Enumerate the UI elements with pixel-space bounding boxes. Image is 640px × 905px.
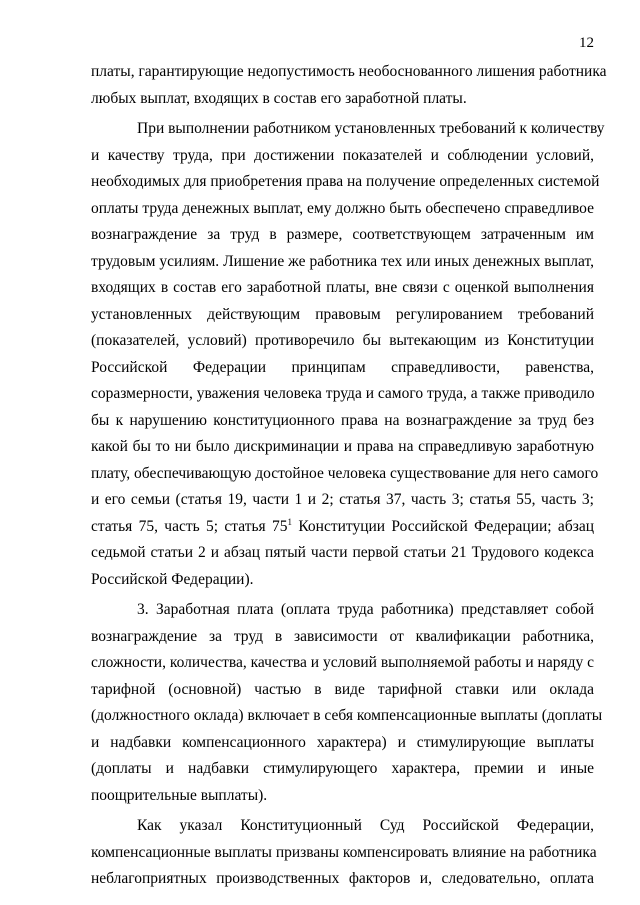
text-line: вознаграждение за труд в размере, соответствующем затраченным им (91, 226, 594, 243)
text-line: (показателей, условий) противоречило бы вытекающим из Конституции (91, 332, 594, 349)
text-line: платы, гарантирующие недопустимость необоснованного лишения работника (91, 63, 607, 80)
text-line: и надбавки компенсационного характера) и стимулирующие выплаты (91, 733, 594, 751)
paragraph (91, 597, 603, 809)
text-line: компенсационные выплаты призваны компенсировать влияние на работника (91, 843, 597, 861)
text-line: При выполнении работником установленных требований к количеству (137, 120, 605, 137)
paragraph-continuation (91, 59, 607, 112)
text-line: бы к нарушению конституционного права на вознаграждение за труд без (91, 411, 594, 429)
text-line: любых выплат, входящих в состав его заработной платы. (91, 89, 467, 107)
text-line: вознаграждение за труд в зависимости от квалификации работника, (91, 627, 594, 645)
text-line: (должностного оклада) включает в себя компенсационные выплаты (доплаты (91, 707, 603, 724)
text-line: соразмерности, уважения человека труда и самого труда, а также приводило (91, 385, 595, 402)
paragraph (91, 813, 597, 893)
text-line: входящих в состав его заработной платы, вне связи с оценкой выполнения (91, 279, 594, 296)
text-line: седьмой статьи 2 и абзац пятый части первой статьи 21 Трудового кодекса (91, 544, 594, 561)
text-line: трудовым усилиям. Лишение же работника тех или иных денежных выплат, (91, 252, 594, 270)
text-line: неблагоприятных производственных факторов и, следовательно, оплата (91, 870, 594, 887)
superscript: 1 (287, 516, 292, 527)
paragraph (91, 116, 605, 593)
text-line: (доплаты и надбавки стимулирующего характера, премии и иные (91, 760, 594, 777)
text-line: поощрительные выплаты). (91, 786, 268, 804)
text-line: Российской Федерации). (91, 570, 254, 588)
page-number: 12 (579, 35, 594, 51)
text-line: плату, обеспечивающую достойное человека существование для него самого (91, 464, 599, 482)
text-fragment: статья 75, часть 5; статья 75 (91, 517, 288, 535)
document-body (91, 59, 607, 893)
text-line: оплаты труда денежных выплат, ему должно быть обеспечено справедливое (91, 199, 594, 217)
text-line: 3. Заработная плата (оплата труда работника) представляет собой (137, 601, 594, 618)
text-line-with-superscript (91, 514, 594, 541)
text-line: и качеству труда, при достижении показателей и соблюдении условий, (91, 146, 594, 164)
text-line: Как указал Конституционный Суд Российской Федерации, (137, 817, 594, 834)
text-line: и его семьи (статья 19, части 1 и 2; статья 37, часть 3; статья 55, часть 3; (91, 491, 594, 508)
text-line: сложности, количества, качества и условий выполняемой работы и наряду с (91, 654, 594, 671)
text-line: установленных действующим правовым регулированием требований (91, 305, 594, 323)
text-line: тарифной (основной) частью в виде тарифной ставки или оклада (91, 680, 594, 698)
text-line: какой бы то ни было дискриминации и права на справедливую заработную (91, 438, 594, 455)
text-fragment: Конституции Российской Федерации; абзац (298, 517, 594, 535)
text-line: Российской Федерации принципам справедливости, равенства, (91, 358, 594, 376)
text-line: необходимых для приобретения права на получение определенных системой (91, 173, 600, 190)
